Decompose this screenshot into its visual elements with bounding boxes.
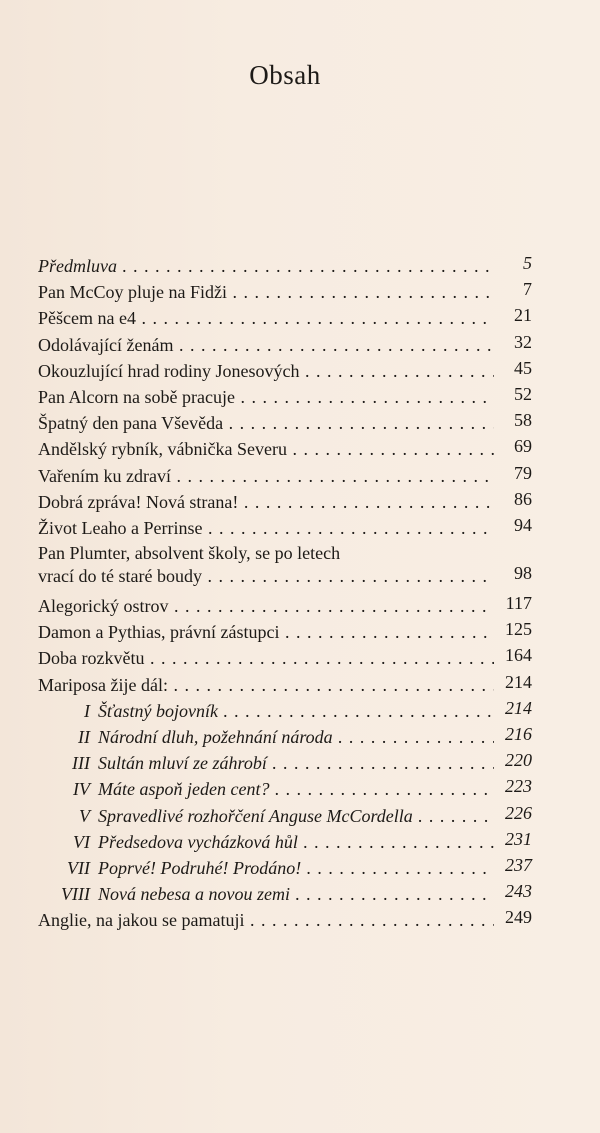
toc-entry-title: Dobrá zpráva! Nová strana! . . . xyxy=(38,489,494,515)
toc-entry-page: 21 xyxy=(514,305,532,326)
toc-subentry xyxy=(38,776,532,802)
toc-entry-page: 220 xyxy=(505,750,532,771)
toc-subentry-number: V xyxy=(79,805,90,826)
toc-entry xyxy=(38,593,532,619)
toc-entry-page: 216 xyxy=(505,724,532,744)
toc-entry xyxy=(38,358,532,384)
toc-entry-title: Damon a Pythias, právní zástupci . . . xyxy=(38,619,494,645)
toc-subentry xyxy=(38,855,532,881)
toc-subentry-title xyxy=(38,698,494,724)
toc-subentry-label: Spravedlivé rozhořčení Anguse McCordella xyxy=(98,805,413,826)
toc-entry-page: 214 xyxy=(505,671,532,692)
toc-subentry-title xyxy=(38,855,494,881)
toc-subentry-number: I xyxy=(84,700,90,721)
toc-entry-title: Mariposa žije dál: . . . xyxy=(38,672,494,698)
toc-subentry-label: Nová nebesa a novou zemi xyxy=(98,884,290,905)
toc-entry-title-line2: vrací do té staré boudy . . . xyxy=(38,564,494,588)
toc-entry xyxy=(38,907,532,933)
toc-entry-page: 86 xyxy=(514,488,532,509)
toc-entry-page: 226 xyxy=(505,802,532,823)
table-of-contents xyxy=(38,253,532,934)
toc-entry xyxy=(38,619,532,645)
toc-entry-title: Odolávající ženám . . . xyxy=(38,332,494,358)
toc-entry-page: 214 xyxy=(505,697,532,718)
toc-entry xyxy=(38,332,532,358)
toc-entry-page: 45 xyxy=(514,357,532,378)
toc-subentry-number: VIII xyxy=(61,884,90,905)
toc-subentry-number: II xyxy=(78,727,90,747)
toc-subentry xyxy=(38,724,532,750)
toc-subentry-label: Předsedova vycházková hůl xyxy=(98,831,298,852)
toc-entry-page: 32 xyxy=(514,331,532,352)
toc-subentry xyxy=(38,829,532,855)
toc-entry-title: Doba rozkvětu . . . xyxy=(38,645,494,671)
toc-entry xyxy=(38,489,532,515)
toc-entry xyxy=(38,515,532,541)
toc-entry-page: 117 xyxy=(505,593,532,614)
toc-entry-title: Okouzlující hrad rodiny Jonesových . . . xyxy=(38,358,494,384)
toc-entry-title-line1: Pan Plumter, absolvent školy, se po letech xyxy=(38,543,341,564)
toc-entry-page: 164 xyxy=(505,645,532,666)
toc-subentry xyxy=(38,803,532,829)
toc-subentry xyxy=(38,881,532,907)
toc-subentry-label: Sultán mluví ze záhrobí xyxy=(98,753,267,774)
toc-subentry-title xyxy=(38,803,494,829)
toc-subentry-number: VI xyxy=(73,831,90,852)
toc-entry-multiline xyxy=(38,541,532,593)
toc-subentry-title xyxy=(38,750,494,776)
toc-entry-title: Špatný den pana Vševěda . . . xyxy=(38,410,494,436)
toc-subentry-label: Šťastný bojovník xyxy=(98,700,219,721)
toc-subentry-title xyxy=(38,881,494,907)
toc-entry-page: 94 xyxy=(514,514,532,535)
toc-subentry-title xyxy=(38,776,494,802)
toc-subentry-title xyxy=(38,829,494,855)
toc-entry-page: 237 xyxy=(505,854,532,875)
toc-entry xyxy=(38,436,532,462)
toc-entry-page: 98 xyxy=(514,563,532,584)
toc-entry-page: 58 xyxy=(514,410,532,431)
page-title: Obsah xyxy=(249,60,321,90)
toc-entry xyxy=(38,672,532,698)
toc-entry xyxy=(38,384,532,410)
toc-entry-title: Anglie, na jakou se pamatuji . . . xyxy=(38,907,494,933)
toc-entry xyxy=(38,463,532,489)
toc-entry-title: Andělský rybník, vábnička Severu . . . xyxy=(38,436,494,462)
toc-entry-title: Alegorický ostrov . . . xyxy=(38,593,494,619)
toc-entry-page: 7 xyxy=(523,279,532,300)
toc-entry xyxy=(38,305,532,331)
toc-entry-page: 69 xyxy=(514,436,532,457)
toc-entry-page: 249 xyxy=(505,907,532,928)
toc-entry-page: 231 xyxy=(505,828,532,849)
toc-subentry-number: IV xyxy=(73,779,90,800)
toc-subentry-label: Národní dluh, požehnání národa xyxy=(98,727,333,747)
toc-subentry-label: Poprvé! Podruhé! Prodáno! xyxy=(98,857,302,878)
toc-entry-title: Pěšcem na e4 . . . xyxy=(38,305,494,331)
toc-entry-title: Život Leaho a Perrinse . . . xyxy=(38,515,494,541)
toc-entry xyxy=(38,279,532,305)
toc-entry-page: 5 xyxy=(523,253,532,273)
toc-entry-title: Předmluva . . . xyxy=(38,253,494,279)
toc-entry-title: Pan McCoy pluje na Fidži . . . xyxy=(38,279,494,305)
toc-entry xyxy=(38,253,532,279)
toc-entry-title: Vařením ku zdraví . . . xyxy=(38,463,494,489)
toc-subentry-number: III xyxy=(72,753,90,774)
toc-entry xyxy=(38,645,532,671)
toc-subentry xyxy=(38,750,532,776)
toc-entry xyxy=(38,410,532,436)
toc-entry-page: 79 xyxy=(514,462,532,483)
toc-subentry-number: VII xyxy=(67,857,90,878)
toc-entry-title: Pan Alcorn na sobě pracuje . . . xyxy=(38,384,494,410)
toc-entry-page: 223 xyxy=(505,776,532,797)
toc-entry-page: 125 xyxy=(505,619,532,640)
toc-subentry-title xyxy=(38,724,494,750)
toc-entry-page: 52 xyxy=(514,383,532,404)
toc-subentry xyxy=(38,698,532,724)
toc-subentry-label: Máte aspoň jeden cent? xyxy=(98,779,270,800)
toc-entry-page: 243 xyxy=(505,881,532,902)
